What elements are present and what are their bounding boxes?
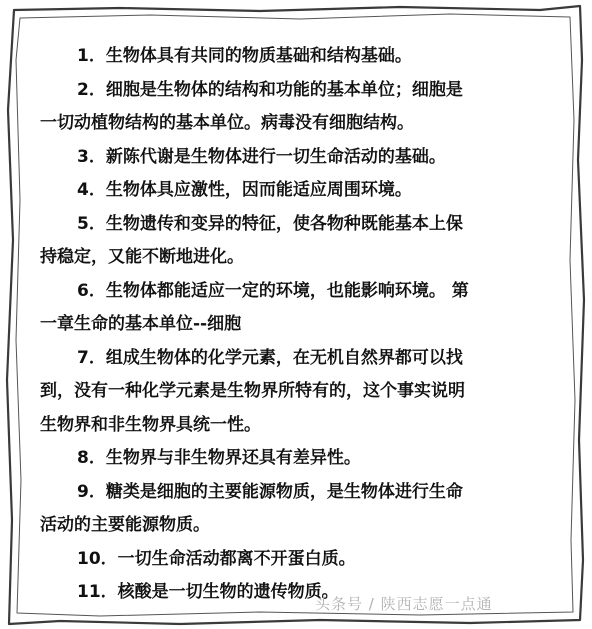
list-item-line: 生物界和非生物界具统一性。	[40, 414, 261, 435]
list-item-line: 一章生命的基本单位--细胞	[40, 314, 242, 334]
list-item	[40, 442, 550, 476]
list-item	[40, 208, 550, 275]
list-item	[40, 141, 550, 175]
list-item-line: 6．生物体都能适应一定的环境，也能影响环境。 第	[77, 280, 469, 301]
list-item	[40, 40, 550, 74]
list-item-line: 5．生物遗传和变异的特征，使各物种既能基本上保	[77, 213, 463, 234]
list-item-line: 活动的主要能源物质。	[40, 515, 210, 535]
list-item-line: 3．新陈代谢是生物体进行一切生命活动的基础。	[77, 146, 446, 167]
list-item	[40, 275, 550, 342]
list-item	[40, 342, 550, 443]
list-item-line: 7．组成生物体的化学元素，在无机自然界都可以找	[77, 347, 463, 368]
list-item	[40, 74, 550, 141]
list-item-line: 9．糖类是细胞的主要能源物质，是生物体进行生命	[77, 481, 463, 502]
list-item-line: 11．核酸是一切生物的遗传物质。	[77, 582, 339, 602]
list-item-line: 到，没有一种化学元素是生物界所特有的，这个事实说明	[40, 381, 465, 401]
list-item-line: 8．生物界与非生物界还具有差异性。	[77, 448, 361, 468]
list-item-line: 1．生物体具有共同的物质基础和结构基础。	[77, 46, 412, 66]
list-item-line: 10．一切生命活动都离不开蛋白质。	[77, 548, 356, 569]
list-item-line: 4．生物体具应激性，因而能适应周围环境。	[77, 180, 412, 200]
content-body	[40, 40, 550, 610]
list-item	[40, 476, 550, 543]
list-item	[40, 543, 550, 577]
list-item-line: 一切动植物结构的基本单位。病毒没有细胞结构。	[40, 113, 414, 133]
list-item	[40, 174, 550, 208]
list-item-line: 持稳定，又能不断地进化。	[40, 247, 244, 267]
watermark: 头条号 / 陕西志愿一点通	[315, 595, 493, 613]
list-item-line: 2．细胞是生物体的结构和功能的基本单位；细胞是	[77, 79, 463, 100]
